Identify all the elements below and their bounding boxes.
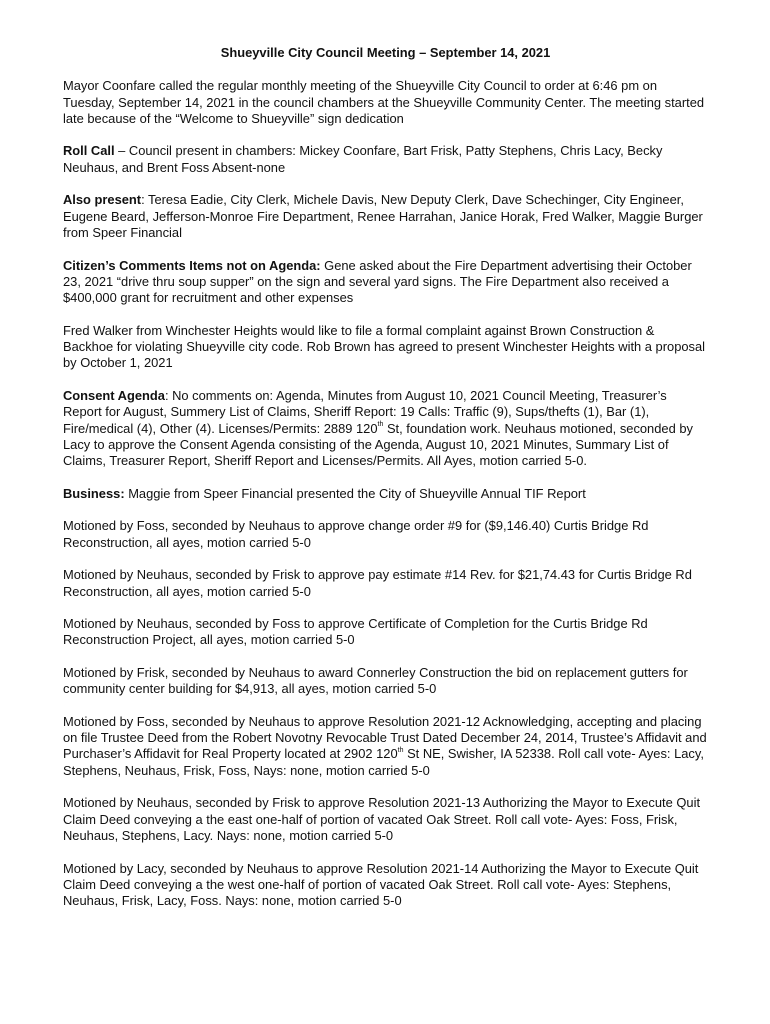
also-present-paragraph xyxy=(63,192,708,241)
resolution-2021-12-paragraph xyxy=(63,714,708,779)
consent-agenda-label: Consent Agenda xyxy=(63,387,165,403)
citizens-comments-paragraph xyxy=(63,258,708,307)
roll-call-paragraph xyxy=(63,143,708,176)
roll-call-label: Roll Call xyxy=(63,143,115,159)
consent-agenda-paragraph xyxy=(63,388,708,469)
citizens-comments-label: Citizen’s Comments Items not on Agenda: xyxy=(63,257,321,273)
also-present-label: Also present xyxy=(63,192,142,208)
also-present-text: : Teresa Eadie, City Clerk, Michele Davis, New Deputy Clerk, Dave Schechinger, City Engineer, Eugene Beard, Jefferson-Monroe Fire Department, Renee Harrahan, Janice Horak, Fred Walker, Maggie Burger from Speer Financial xyxy=(63,192,703,240)
motion-paragraph: Motioned by Foss, seconded by Neuhaus to approve change order #9 for ($9,146.40) Curtis Bridge Rd Reconstruction, all ayes, motion carried 5-0 xyxy=(63,518,649,550)
citizens-comments-text: Gene asked about the Fire Department advertising their October 23, 2021 “drive thru soup supper” on the sign and several yard signs. The Fire Department also received a $400,000 grant for recruitment and other expenses xyxy=(63,257,692,306)
motion-paragraph: Motioned by Neuhaus, seconded by Foss to approve Certificate of Completion for the Curtis Bridge Rd Reconstruction Project, all ayes, motion carried 5-0 xyxy=(63,616,648,648)
motion-paragraph: Motioned by Neuhaus, seconded by Frisk to approve pay estimate #14 Rev. for $21,74.43 for Curtis Bridge Rd Reconstruction, all ayes, motion carried 5-0 xyxy=(63,567,692,599)
business-paragraph xyxy=(63,486,708,502)
business-text: Maggie from Speer Financial presented the City of Shueyville Annual TIF Report xyxy=(124,485,586,501)
motion-paragraph: Motioned by Frisk, seconded by Neuhaus to award Connerley Construction the bid on replacement gutters for community center building for $4,913, all ayes, motion carried 5-0 xyxy=(63,664,688,697)
resolution-2021-12-superscript: th xyxy=(397,747,404,755)
document-title: Shueyville City Council Meeting – September 14, 2021 xyxy=(220,45,551,60)
consent-agenda-superscript: th xyxy=(377,421,384,429)
resolution-2021-13-paragraph: Motioned by Neuhaus, seconded by Frisk to approve Resolution 2021-13 Authorizing the Mayor to Execute Quit Claim Deed conveying a the east one-half of portion of vacated Oak Street. Roll call vote- Ayes: Foss, Frisk, Neuhaus, Stephens, Lacy. Nays: none, motion carried 5-0 xyxy=(63,795,701,843)
roll-call-text: – Council present in chambers: Mickey Coonfare, Bart Frisk, Patty Stephens, Chris Lacy, Becky Neuhaus, and Brent Foss Absent-none xyxy=(63,143,663,175)
consent-agenda-text-a: : No comments on: Agenda, Minutes from August 10, 2021 Council Meeting, Treasurer’s Report for August, Summery List of Claims, Sheriff Report: 19 Calls: Traffic (9), Sups/thefts (1), Bar (1), Fire/medical (4), Other (4). Licenses/Permits: 2889 120 xyxy=(63,387,667,436)
business-label: Business: xyxy=(63,485,125,501)
resolution-2021-14-paragraph: Motioned by Lacy, seconded by Neuhaus to approve Resolution 2021-14 Authorizing the Mayor to Execute Quit Claim Deed conveying a the west one-half of portion of vacated Oak Street. Roll call vote- Ayes: Stephens, Neuhaus, Frisk, Lacy, Foss. Nays: none, motion carried 5-0 xyxy=(63,860,699,909)
intro-paragraph: Mayor Coonfare called the regular monthly meeting of the Shueyville City Council to order at 6:46 pm on Tuesday, September 14, 2021 in the council chambers at the Shueyville Community Center. The meeting started late because of the “Welcome to Shueyville” sign dedication xyxy=(63,78,705,126)
resolution-2021-12-text-a: Motioned by Foss, seconded by Neuhaus to approve Resolution 2021-12 Acknowledging, accepting and placing on file Trustee Deed from the Robert Novotny Revocable Trust Dated December 24, 2014, Trustee’s Affidavit and Purchaser’s Affidavit for Real Property located at 2902 120 xyxy=(63,713,707,762)
document-page xyxy=(63,45,708,926)
fred-walker-paragraph: Fred Walker from Winchester Heights would like to file a formal complaint against Brown Construction & Backhoe for violating Shueyville city code. Rob Brown has agreed to present Winchester Heights with a proposal by October 1, 2021 xyxy=(63,322,706,371)
resolution-2021-12-text-b: St NE, Swisher, IA 52338. Roll call vote- Ayes: Lacy, Stephens, Neuhaus, Frisk, Foss, Nays: none, motion carried 5-0 xyxy=(63,746,704,778)
consent-agenda-text-b: St, foundation work. Neuhaus motioned, seconded by Lacy to approve the Consent Agenda consisting of the Agenda, August 10, 2021 Minutes, Summary List of Claims, Treasurer Report, Sheriff Report and Licenses/Permits. All Ayes, motion carried 5-0. xyxy=(63,420,693,469)
